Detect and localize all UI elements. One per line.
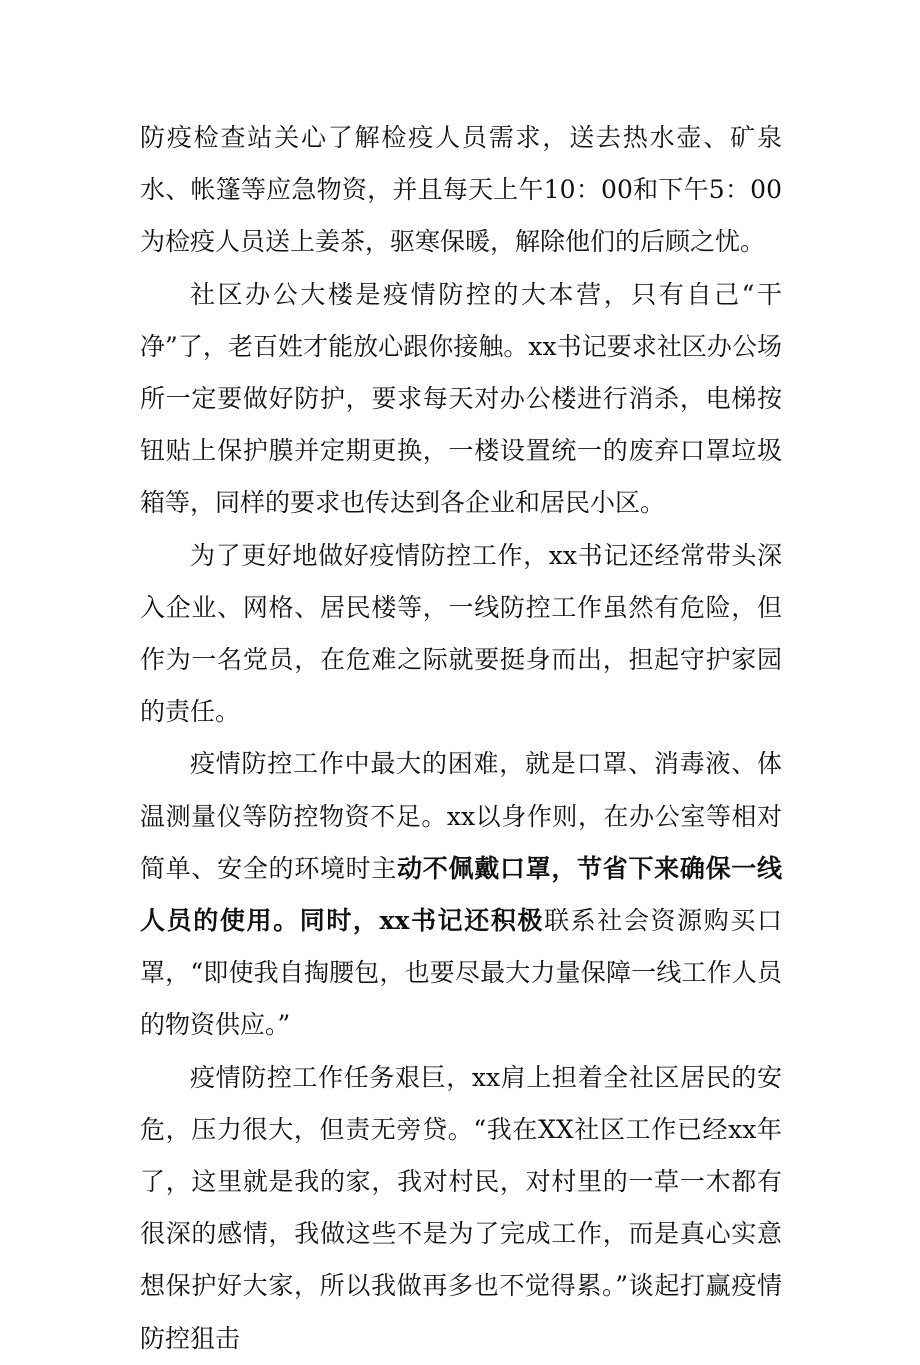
paragraph-4 [140,738,782,1051]
paragraph-5: 疫情防控工作任务艰巨，xx肩上担着全社区居民的安危，压力很大，但责无旁贷。“我在XX社区工作已经xx年了，这里就是我的家，我对村民，对村里的一草一木都有很深的感情，我做这些不是为了完成工作，而是真心实意想保护好大家，所以我做再多也不觉得累。”谈起打赢疫情防控狙击 [140,1062,782,1353]
paragraph-3: 为了更好地做好疫情防控工作，xx书记还经常带头深入企业、网格、居民楼等，一线防控工作虽然有危险，但作为一名党员，在危难之际就要挺身而出，担起守护家园的责任。 [140,540,782,727]
paragraph-4-bold-text: 动不佩戴口罩，节省下来确保一线人员的使用。同时，xx书记还积极 [140,853,782,936]
paragraph-4-text-b: 联系社会资源购买口罩，“即使我自掏腰包，也要尽最大力量保障一线工作人员的物资供应。” [140,906,782,1040]
document-body [140,112,782,1365]
paragraph-4-text-a: 疫情防控工作中最大的困难，就是口罩、消毒液、体温测量仪等防控物资不足。xx以身作则，在办公室等相对简单、安全的环境时主 [140,749,782,883]
paragraph-2: 社区办公大楼是疫情防控的大本营，只有自己“干净”了，老百姓才能放心跟你接触。xx书记要求社区办公场所一定要做好防护，要求每天对办公楼进行消杀，电梯按钮贴上保护膜并定期更换，一楼设置统一的废弃口罩垃圾箱等，同样的要求也传达到各企业和居民小区。 [140,279,782,518]
paragraph-1: 防疫检查站关心了解检疫人员需求，送去热水壶、矿泉水、帐篷等应急物资，并且每天上午10：00和下午5：00为检疫人员送上姜茶，驱寒保暖，解除他们的后顾之忧。 [140,123,782,257]
